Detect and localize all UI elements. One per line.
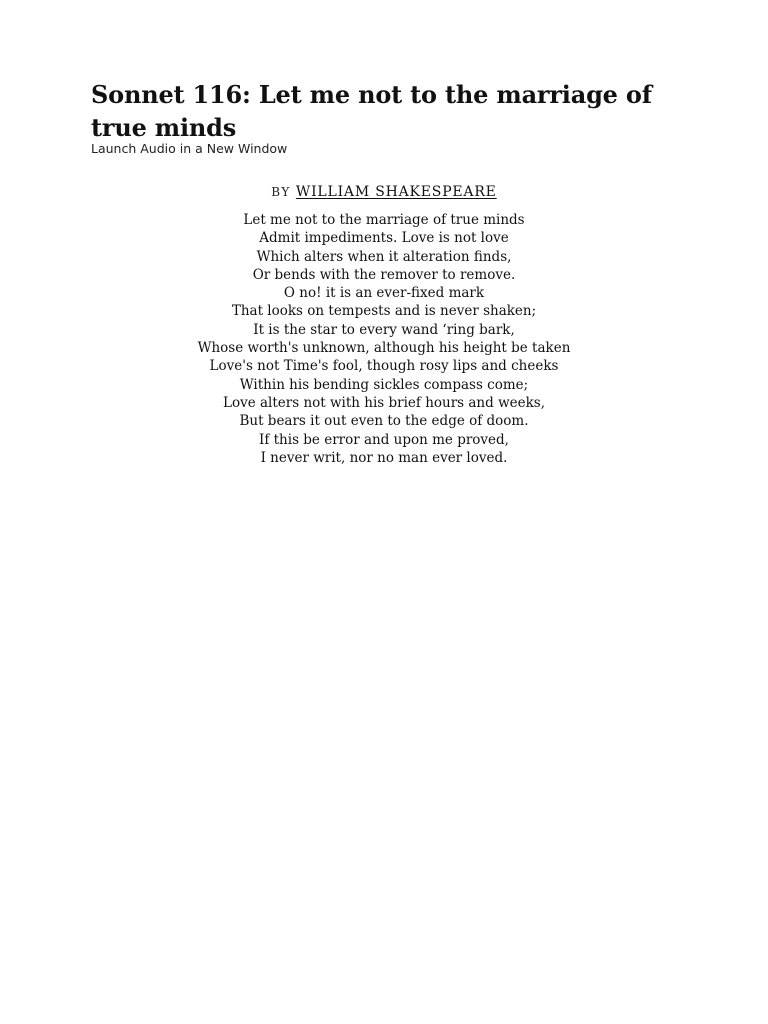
poem-line: Whose worth's unknown, although his height be taken [197, 340, 571, 357]
byline [0, 182, 768, 202]
poem-line: It is the star to every wand ‘ring bark, [253, 321, 515, 338]
poem-line: Love alters not with his brief hours and weeks, [223, 394, 545, 411]
poem-line: Which alters when it alteration finds, [256, 248, 512, 265]
author-link[interactable]: WILLIAM SHAKESPEARE [295, 184, 497, 200]
page-title: Sonnet 116: Let me not to the marriage of true minds [91, 80, 652, 142]
poem-line: O no! it is an ever-fixed mark [283, 285, 485, 302]
poem-line: I never writ, nor no man ever loved. [260, 449, 508, 466]
launch-audio-link[interactable]: Launch Audio in a New Window [91, 141, 288, 156]
byline-prefix: BY [271, 185, 291, 199]
poem-line: But bears it out even to the edge of doom. [239, 413, 529, 430]
poem-line: Love's not Time's fool, though rosy lips and cheeks [209, 358, 559, 375]
poem-line: Admit impediments. Love is not love [259, 230, 509, 247]
poem-body [0, 211, 768, 467]
poem-line: Within his bending sickles compass come; [239, 376, 529, 393]
poem-line: If this be error and upon me proved, [259, 431, 509, 448]
poem-line: Or bends with the remover to remove. [252, 266, 516, 283]
poem-line: Let me not to the marriage of true minds [243, 212, 525, 228]
poem-line: That looks on tempests and is never shaken; [231, 303, 537, 320]
